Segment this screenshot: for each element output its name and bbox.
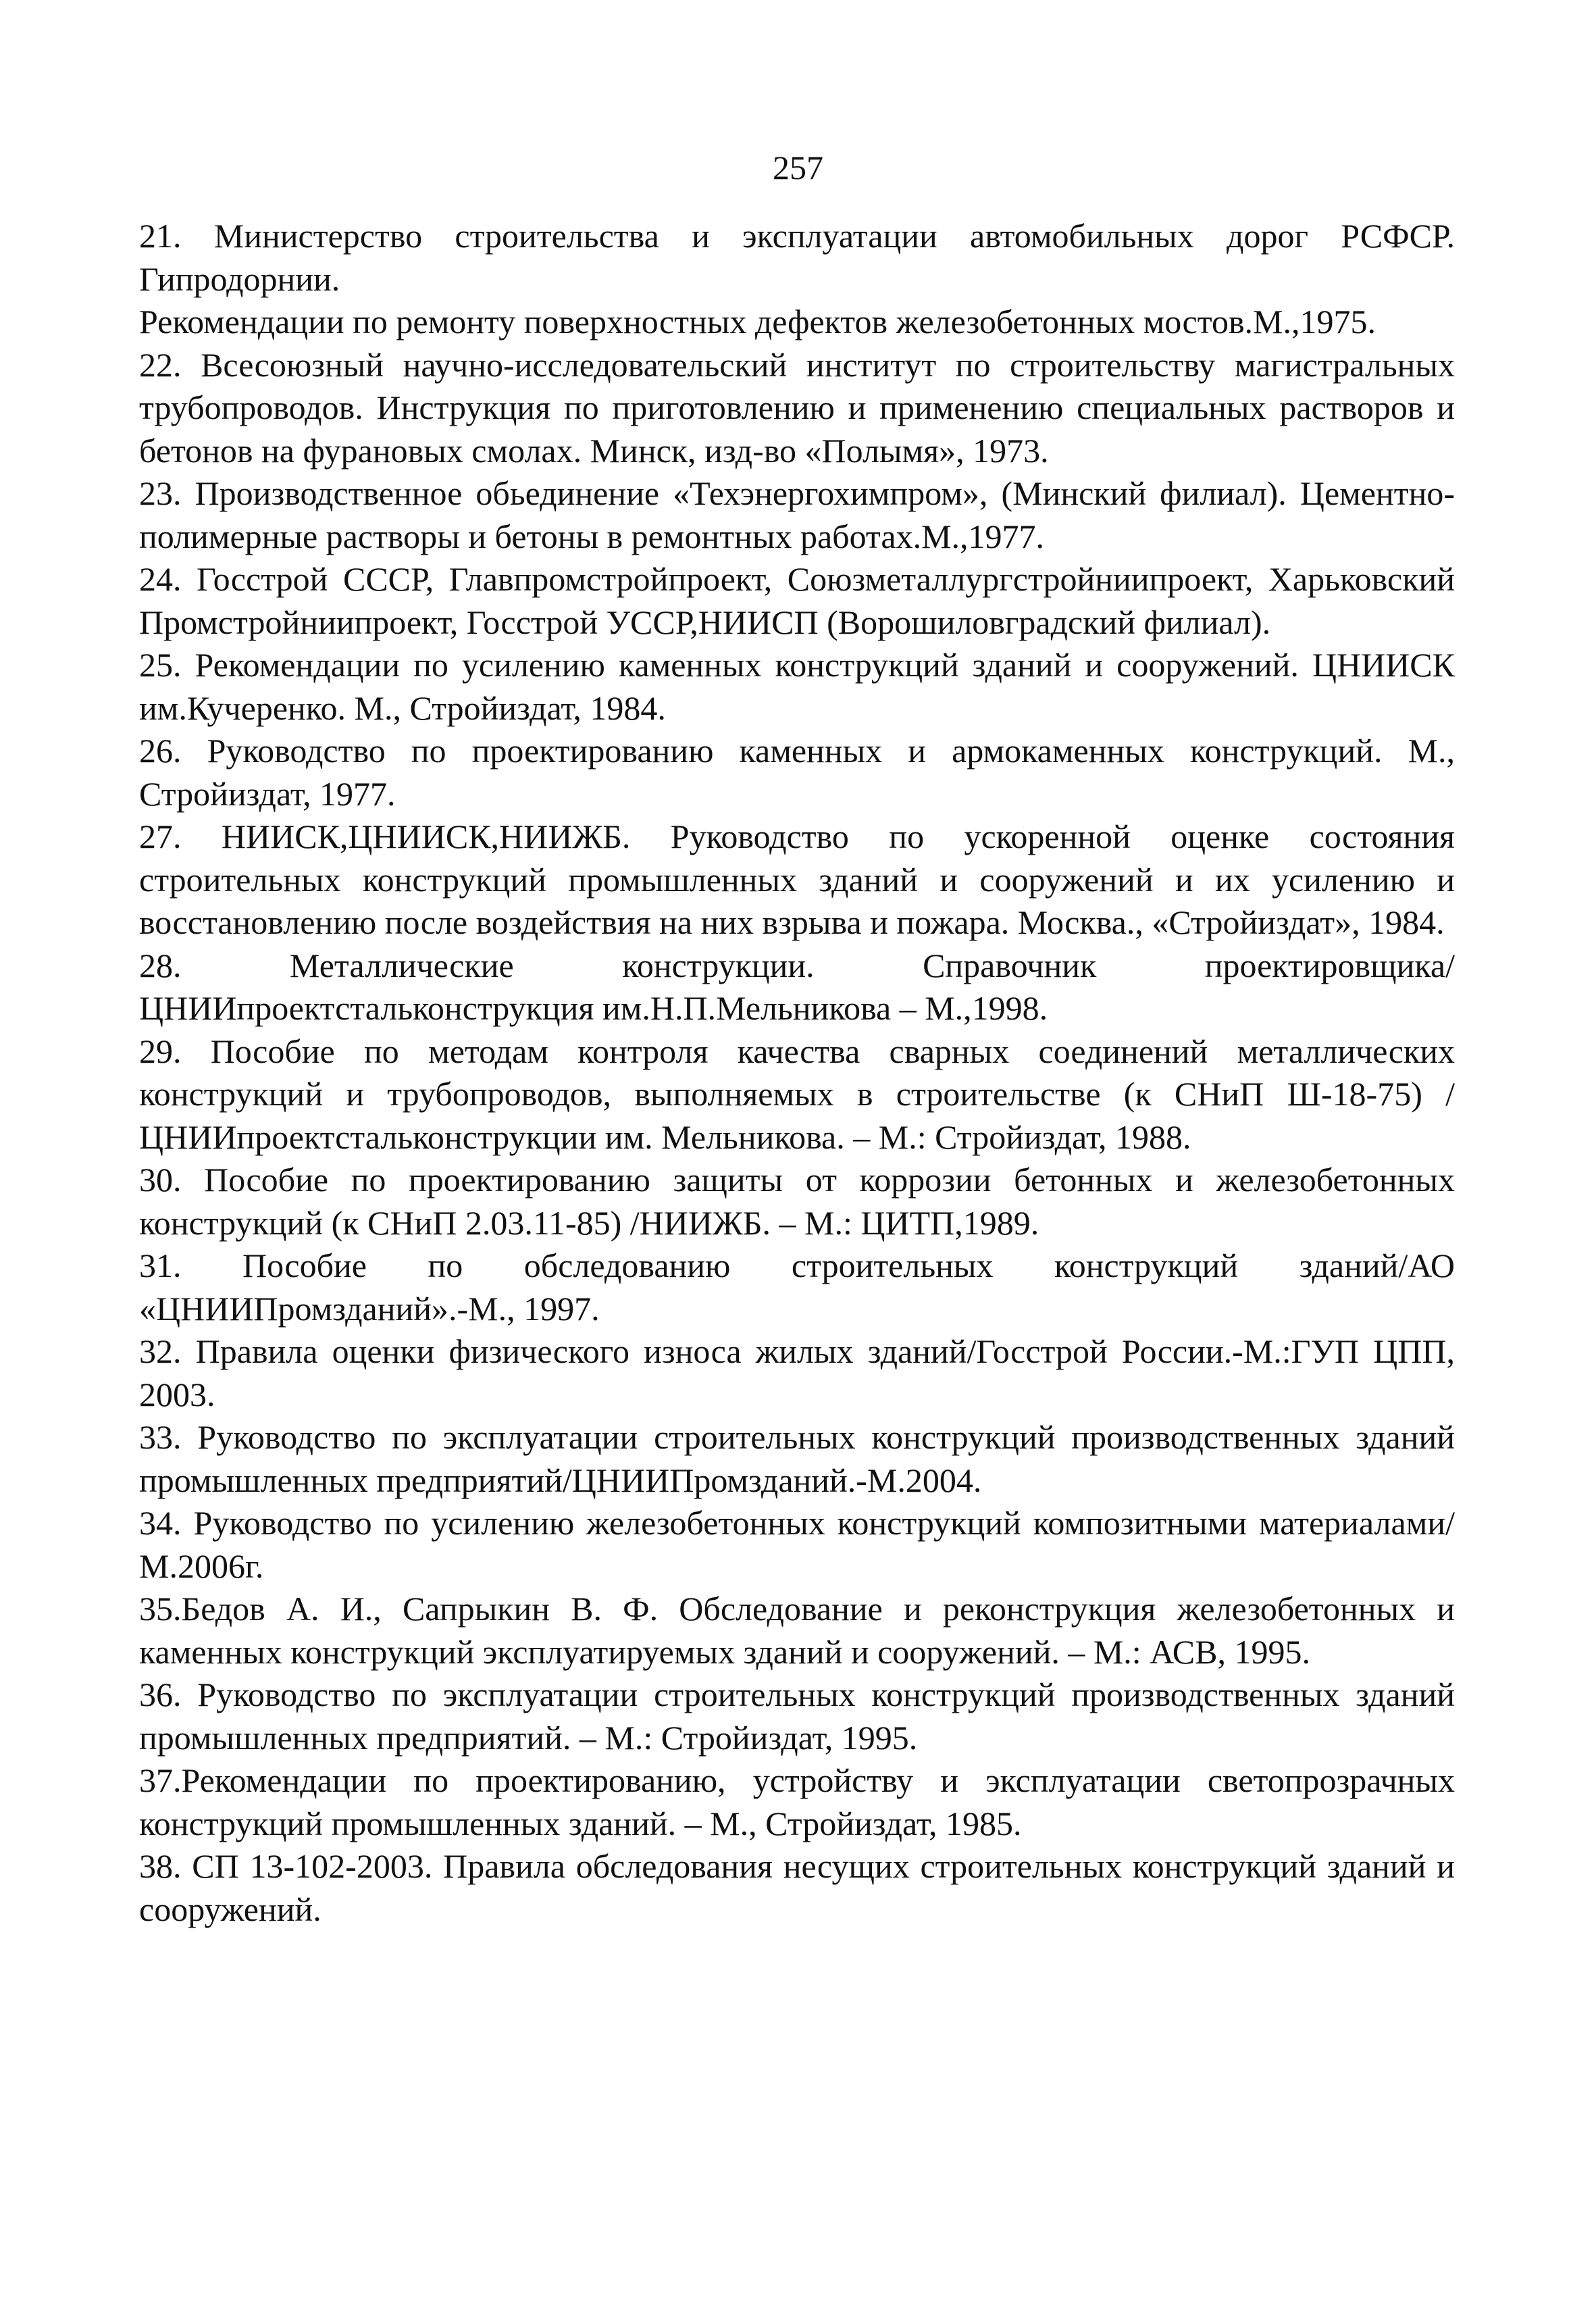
reference-item-26: 26. Руководство по проектированию каменных и армокаменных конструкций. М., Стройиздат, 1977. [139, 732, 1455, 813]
reference-item-28: 28. Металлические конструкции. Справочник проектировщика/ ЦНИИпроектстальконструкция им.Н.П.Мельникова – М.,1998. [139, 946, 1455, 1027]
reference-item-25: 25. Рекомендации по усилению каменных конструкций зданий и сооружений. ЦНИИСК им.Кучеренко. М., Стройиздат, 1984. [139, 646, 1455, 727]
reference-item-36: 36. Руководство по эксплуатации строительных конструкций производственных зданий промышленных предприятий. – М.: Стройиздат, 1995. [139, 1676, 1455, 1757]
reference-item-32: 32. Правила оценки физического износа жилых зданий/Госстрой России.-М.:ГУП ЦПП, 2003. [139, 1332, 1455, 1413]
reference-item-23: 23. Производственное обьединение «Техэнергохимпром», (Минский филиал). Цементно-полимерные растворы и бетоны в ремонтных работах.М.,1977. [139, 474, 1455, 555]
reference-item-22: 22. Всесоюзный научно-исследовательский институт по строительству магистральных трубопроводов. Инструкция по приготовлению и применению специальных растворов и бетонов на фурановых смолах. Минск, изд-во «Полымя», 1973. [139, 345, 1455, 470]
reference-item-33: 33. Руководство по эксплуатации строительных конструкций производственных зданий промышленных предприятий/ЦНИИПромзданий.-М.2004. [139, 1418, 1455, 1499]
reference-item-37: 37.Рекомендации по проектированию, устройству и эксплуатации светопрозрачных конструкций промышленных зданий. – М., Стройиздат, 1985. [139, 1761, 1455, 1842]
reference-item-21: 21. Министерство строительства и эксплуатации автомобильных дорог РСФСР. Гипродорнии. [139, 217, 1455, 298]
reference-item-31: 31. Пособие по обследованию строительных конструкций зданий/АО «ЦНИИПромзданий».-М., 1997. [139, 1247, 1455, 1328]
reference-item-24: 24. Госстрой СССР, Главпромстройпроект, Союзметаллургстройниипроект, Харьковский Промстройниипроект, Госстрой УССР,НИИСП (Ворошиловградский филиал). [139, 560, 1455, 641]
reference-item-30: 30. Пособие по проектированию защиты от коррозии бетонных и железобетонных конструкций (к СНиП 2.03.11-85) /НИИЖБ. – М.: ЦИТП,1989. [139, 1161, 1455, 1242]
reference-item-29: 29. Пособие по методам контроля качества сварных соединений металлических конструкций и трубопроводов, выполняемых в строительстве (к СНиП Ш-18-75) /ЦНИИпроектстальконструкции им. Мельникова. – М.: Стройиздат, 1988. [139, 1032, 1455, 1156]
reference-item-27: 27. НИИСК,ЦНИИСК,НИИЖБ. Руководство по ускоренной оценке состояния строительных конструкций промышленных зданий и сооружений и их усилению и восстановлению после воздействия на них взрыва и пожара. Москва., «Стройиздат», 1984. [139, 818, 1455, 941]
reference-list [139, 215, 1455, 1931]
reference-item-35: 35.Бедов А. И., Сапрыкин В. Ф. Обследование и реконструкция железобетонных и каменных конструкций эксплуатируемых зданий и сооружений. – М.: АСВ, 1995. [139, 1590, 1455, 1671]
reference-item-38: 38. СП 13-102-2003. Правила обследования несущих строительных конструкций зданий и сооружений. [139, 1847, 1455, 1928]
reference-item-21-recommendations: Рекомендации по ремонту поверхностных дефектов железобетонных мостов.М.,1975. [139, 303, 1376, 341]
page-number: 257 [773, 149, 823, 186]
reference-item-34: 34. Руководство по усилению железобетонных конструкций композитными материалами/ М.2006г. [139, 1504, 1455, 1585]
